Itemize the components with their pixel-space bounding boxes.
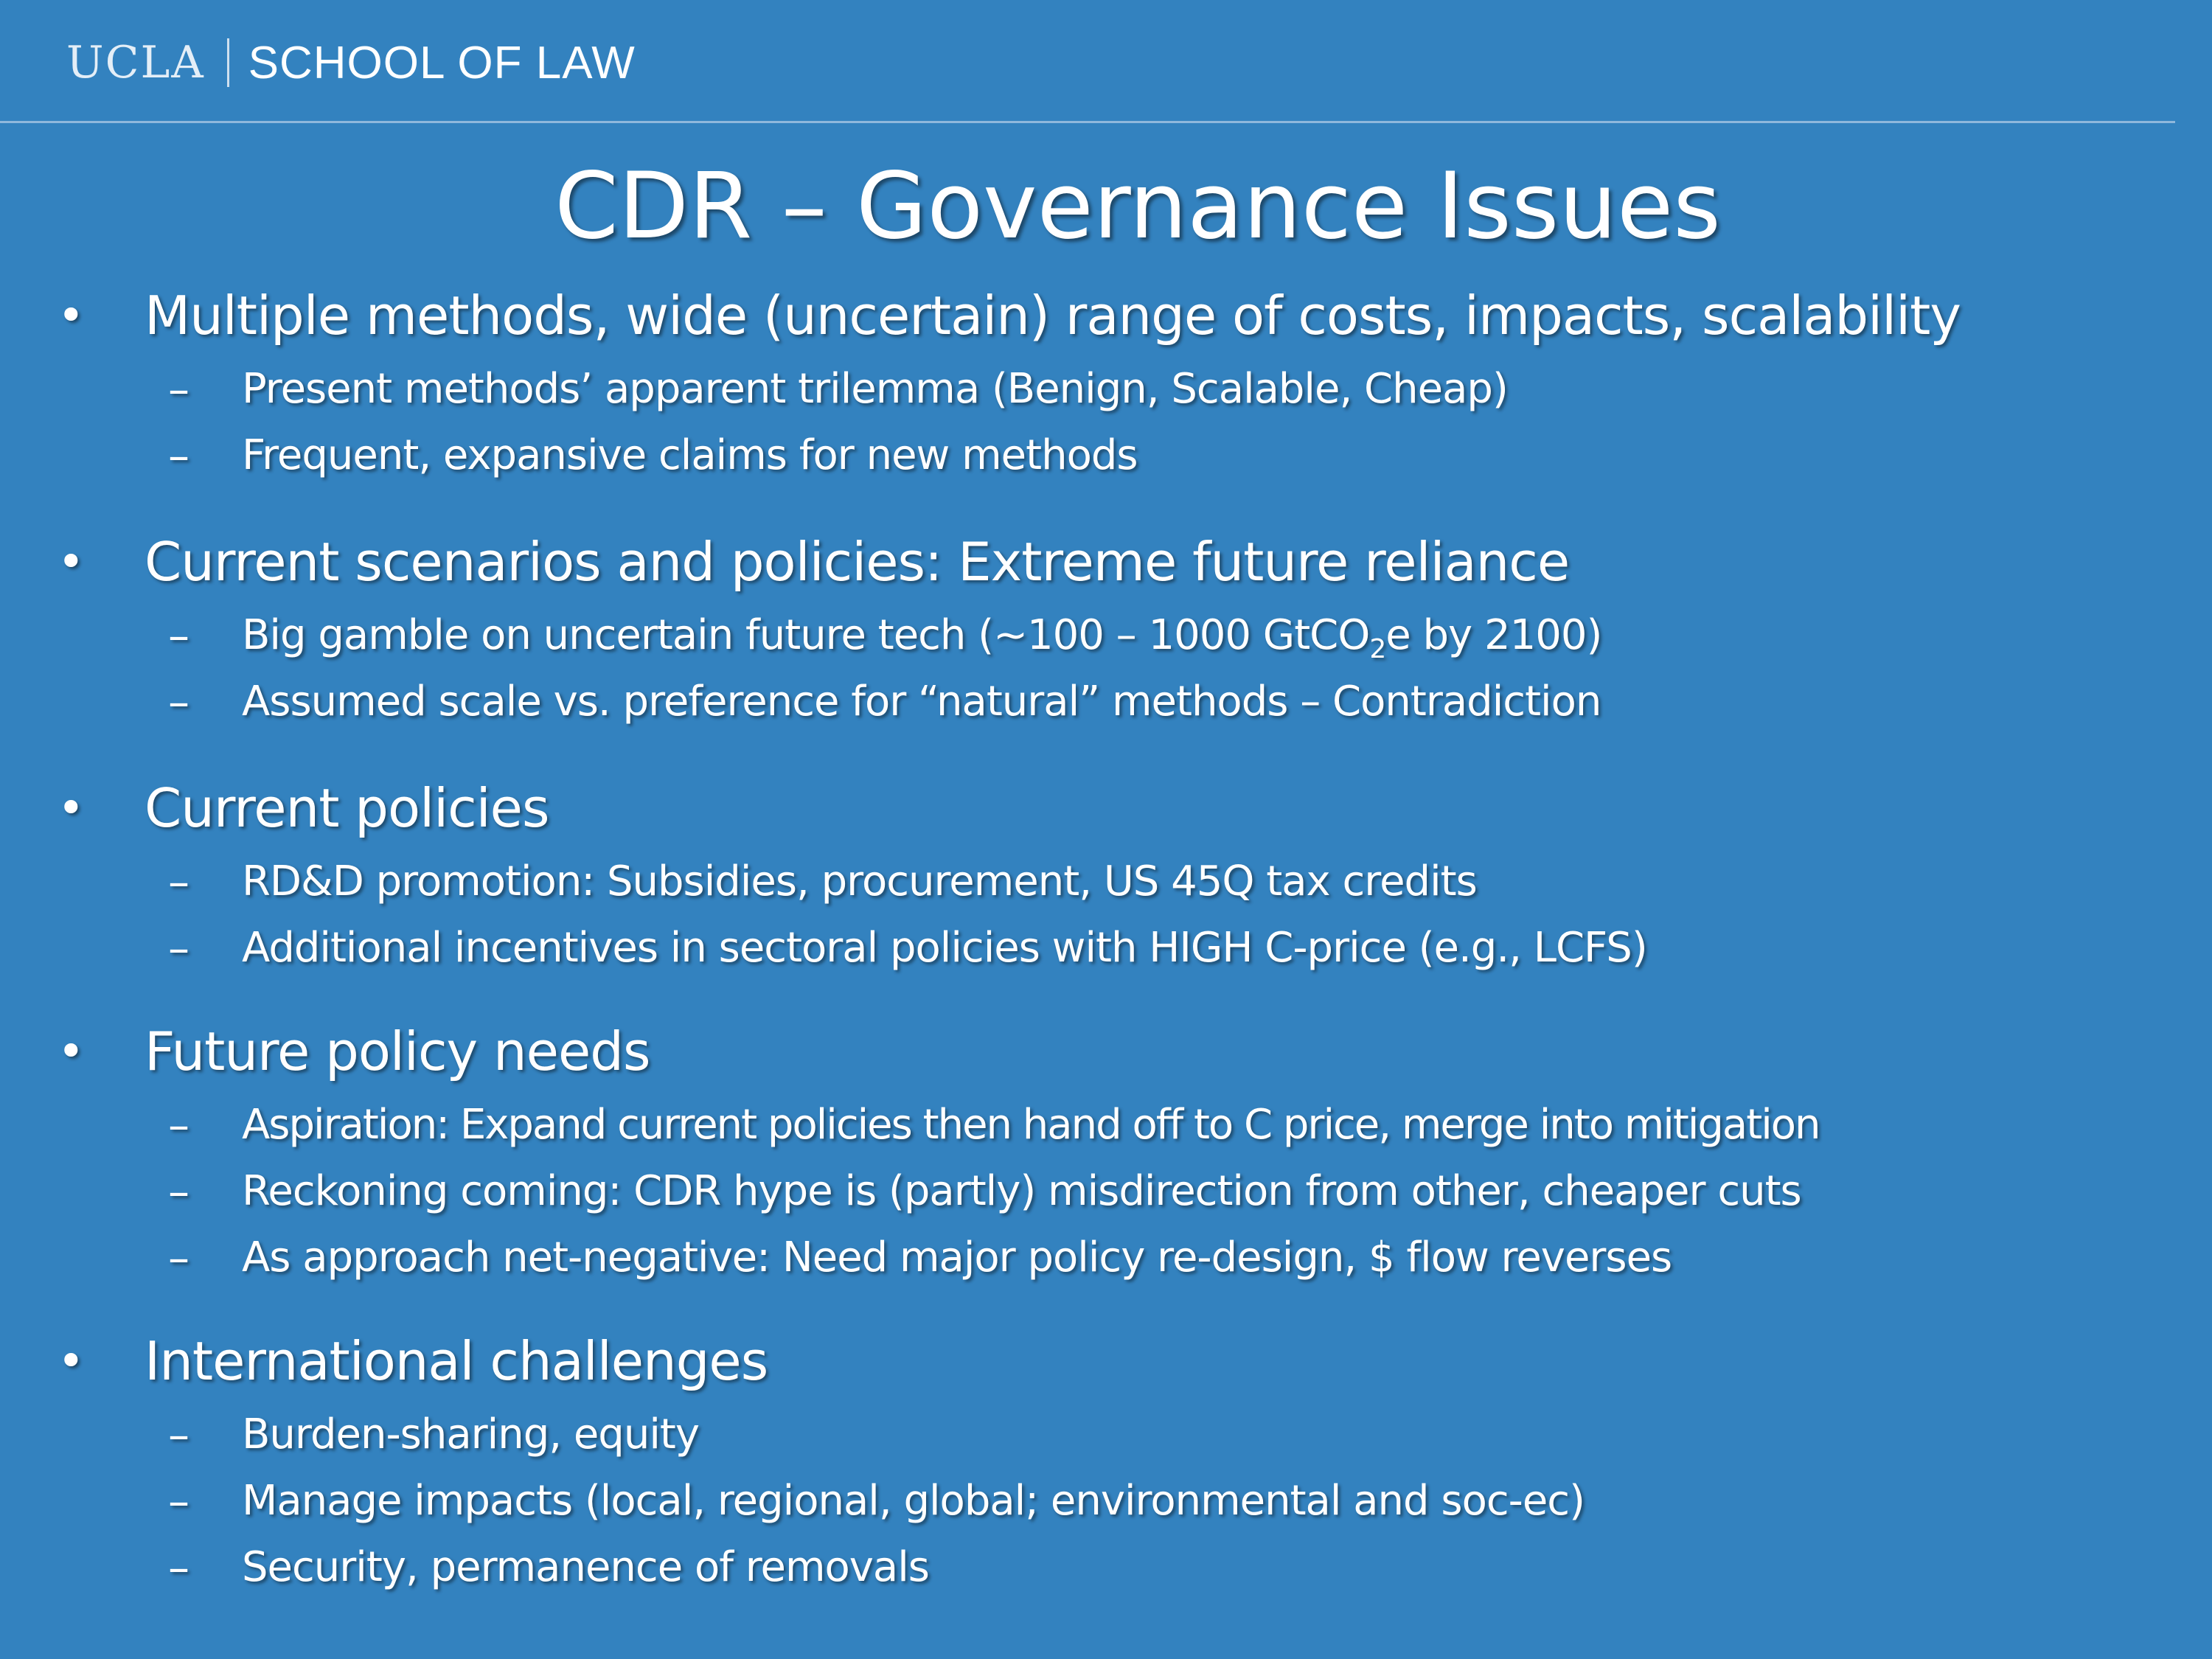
logo-ucla-text: UCLA: [66, 37, 205, 88]
sub-bullet-text: RD&D promotion: Subsidies, procurement, US 45Q tax credits: [242, 858, 1477, 905]
bullet-text: Current scenarios and policies: Extreme future reliance: [145, 531, 1570, 593]
sub-bullet-text: Present methods’ apparent trilemma (Benign, Scalable, Cheap): [242, 365, 1508, 413]
sub-bullet-text: As approach net-negative: Need major policy re-design, $ flow reverses: [242, 1234, 1672, 1281]
sub-bullet-dash: –: [168, 1166, 189, 1217]
bullet-dot: •: [58, 781, 85, 835]
sub-bullet-text: [242, 606, 1601, 665]
sub-bullet-dash: –: [168, 677, 189, 727]
sub-bullet-text: Reckoning coming: CDR hype is (partly) misdirection from other, cheaper cuts: [242, 1167, 1801, 1215]
bullet-text: Multiple methods, wide (uncertain) range of costs, impacts, scalability: [145, 285, 1961, 347]
sub-bullet-text: Security, permanence of removals: [242, 1543, 929, 1591]
sub-bullet-dash: –: [168, 364, 189, 414]
sub-bullet-dash: –: [168, 611, 189, 661]
sub-bullet-text: Additional incentives in sectoral policies with HIGH C-price (e.g., LCFS): [242, 924, 1647, 972]
sub-bullet-text: Frequent, expansive claims for new methods: [242, 431, 1138, 479]
bullet-dot: •: [58, 288, 85, 342]
bullet-text: International challenges: [145, 1330, 768, 1392]
bullet-text: Future policy needs: [145, 1020, 650, 1082]
sub-bullet-dash: –: [168, 923, 189, 973]
logo-school-text: SCHOOL OF LAW: [248, 37, 636, 88]
bullet-dot: •: [58, 1024, 85, 1078]
sub-bullet-dash: –: [168, 1543, 189, 1593]
sub-bullet-dash: –: [168, 431, 189, 481]
sub-bullet-text: Burden-sharing, equity: [242, 1411, 700, 1458]
sub-bullet-text: Manage impacts (local, regional, global; environmental and soc-ec): [242, 1477, 1585, 1525]
sub-bullet-dash: –: [168, 1233, 189, 1283]
sub-bullet-dash: –: [168, 1410, 189, 1460]
sub-bullet-dash: –: [168, 1476, 189, 1526]
sub-bullet-dash: –: [168, 857, 189, 907]
bullet-dot: •: [58, 1334, 85, 1388]
bullet-text: Current policies: [145, 777, 549, 839]
co2-subscript: 2: [1369, 634, 1386, 664]
sub-bullet-text: Assumed scale vs. preference for “natural” methods – Contradiction: [242, 678, 1601, 726]
sub-bullet-text-part: e by 2100): [1385, 611, 1602, 659]
bullet-dot: •: [58, 535, 85, 588]
sub-bullet-dash: –: [168, 1100, 189, 1150]
slide-title: CDR – Governance Issues: [554, 153, 1721, 260]
sub-bullet-text-part: Big gamble on uncertain future tech (~100 – 1000 GtCO: [242, 611, 1370, 659]
sub-bullet-text: Aspiration: Expand current policies then hand off to C price, merge into mitigation: [242, 1101, 1820, 1149]
